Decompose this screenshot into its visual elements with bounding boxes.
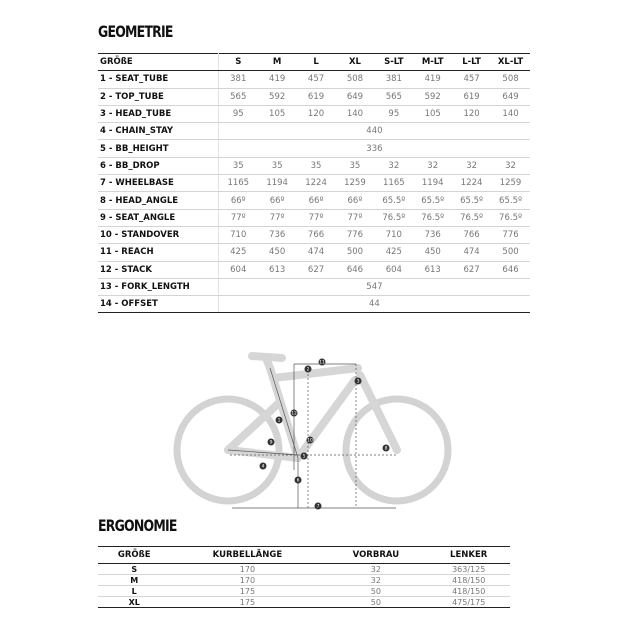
header-col: L <box>297 54 336 71</box>
geometry-cell: 450 <box>258 244 297 261</box>
geometry-row <box>98 157 530 174</box>
geometry-cell: 76.5º <box>374 209 413 226</box>
ergonomics-stem: 50 <box>324 597 427 608</box>
ergonomics-crank: 170 <box>170 564 324 575</box>
geometry-cell: 105 <box>413 105 452 122</box>
svg-text:7: 7 <box>316 504 320 510</box>
geometry-row <box>98 71 530 88</box>
geometry-row-label: 1 - SEAT_TUBE <box>98 71 218 88</box>
ergonomics-row <box>98 564 510 575</box>
geometry-cell: 1259 <box>491 175 530 192</box>
geometry-cell: 66º <box>335 192 374 209</box>
svg-text:4: 4 <box>261 464 265 470</box>
header-size: GRÖßE <box>98 547 170 564</box>
label-1 <box>276 417 283 424</box>
svg-text:3: 3 <box>356 379 360 385</box>
geometry-row <box>98 192 530 209</box>
svg-text:2: 2 <box>306 367 310 373</box>
geometry-cell: 35 <box>258 157 297 174</box>
geometry-cell: 613 <box>258 261 297 278</box>
svg-text:1: 1 <box>277 418 281 424</box>
geometry-row <box>98 140 530 157</box>
geometry-cell: 65.5º <box>374 192 413 209</box>
geometry-cell: 627 <box>452 261 491 278</box>
svg-text:6: 6 <box>296 478 300 484</box>
geometry-cell: 736 <box>258 226 297 243</box>
ergonomics-bar: 418/150 <box>427 575 510 586</box>
geometry-cell: 710 <box>218 226 257 243</box>
geometry-cell: 140 <box>491 105 530 122</box>
header-size: GRÖßE <box>98 54 218 71</box>
geometry-cell: 76.5º <box>413 209 452 226</box>
geometry-cell: 500 <box>335 244 374 261</box>
geometry-cell: 77º <box>258 209 297 226</box>
geometry-cell: 619 <box>452 88 491 105</box>
ergonomics-row <box>98 597 510 608</box>
ergonomics-bar: 363/125 <box>427 564 510 575</box>
geometry-row <box>98 296 530 313</box>
geometry-row-label: 3 - HEAD_TUBE <box>98 105 218 122</box>
geometry-cell-all-sizes: 44 <box>218 296 530 313</box>
geometry-row <box>98 88 530 105</box>
geometry-row <box>98 261 530 278</box>
geometry-cell: 604 <box>374 261 413 278</box>
ergonomics-bar: 475/175 <box>427 597 510 608</box>
ergonomics-crank: 170 <box>170 575 324 586</box>
geometry-cell: 766 <box>452 226 491 243</box>
geometry-cell: 776 <box>491 226 530 243</box>
geometry-cell: 474 <box>297 244 336 261</box>
geometry-cell: 77º <box>218 209 257 226</box>
geometry-cell: 1165 <box>218 175 257 192</box>
label-4 <box>260 463 267 470</box>
geometry-cell: 65.5º <box>452 192 491 209</box>
geometry-cell: 95 <box>218 105 257 122</box>
geometry-row <box>98 278 530 295</box>
saddle <box>252 356 282 358</box>
ergonomics-table <box>98 546 510 608</box>
label-12 <box>291 410 298 417</box>
geometry-row-label: 7 - WHEELBASE <box>98 175 218 192</box>
geometry-cell: 649 <box>335 88 374 105</box>
ergonomics-row <box>98 586 510 597</box>
geometry-row-label: 12 - STACK <box>98 261 218 278</box>
geometry-row <box>98 209 530 226</box>
geometry-table <box>98 53 530 313</box>
geometry-cell-all-sizes: 336 <box>218 140 530 157</box>
geometry-cell: 32 <box>374 157 413 174</box>
geometry-cell: 710 <box>374 226 413 243</box>
geometry-cell: 120 <box>297 105 336 122</box>
geometry-cell: 77º <box>297 209 336 226</box>
geometry-row-label: 5 - BB_HEIGHT <box>98 140 218 157</box>
geometry-cell-all-sizes: 440 <box>218 123 530 140</box>
geometry-cell: 457 <box>297 71 336 88</box>
geometry-cell: 419 <box>258 71 297 88</box>
geometry-heading: GEOMETRIE <box>98 22 173 41</box>
geometry-cell: 1224 <box>452 175 491 192</box>
svg-text:5: 5 <box>302 454 306 460</box>
geometry-row-label: 6 - BB_DROP <box>98 157 218 174</box>
header-crank: KURBELLÄNGE <box>170 547 324 564</box>
geometry-cell: 419 <box>413 71 452 88</box>
geometry-cell: 95 <box>374 105 413 122</box>
geometry-cell: 474 <box>452 244 491 261</box>
geometry-cell: 766 <box>297 226 336 243</box>
geometry-row <box>98 175 530 192</box>
geometry-row-label: 2 - TOP_TUBE <box>98 88 218 105</box>
geometry-cell: 646 <box>491 261 530 278</box>
header-stem: VORBRAU <box>324 547 427 564</box>
geometry-row <box>98 123 530 140</box>
geometry-cell: 508 <box>491 71 530 88</box>
geometry-cell: 646 <box>335 261 374 278</box>
geometry-cell: 604 <box>218 261 257 278</box>
geometry-cell: 66º <box>258 192 297 209</box>
ergonomics-header-row <box>98 547 510 564</box>
geometry-cell: 450 <box>413 244 452 261</box>
geometry-header-row <box>98 54 530 71</box>
geometry-cell: 120 <box>452 105 491 122</box>
geometry-row-label: 9 - SEAT_ANGLE <box>98 209 218 226</box>
header-col: S-LT <box>374 54 413 71</box>
svg-text:10: 10 <box>307 438 313 444</box>
header-bar: LENKER <box>427 547 510 564</box>
geometry-row-label: 4 - CHAIN_STAY <box>98 123 218 140</box>
label-7 <box>315 503 322 510</box>
geometry-cell: 592 <box>413 88 452 105</box>
geometry-cell: 565 <box>218 88 257 105</box>
geometry-cell: 457 <box>452 71 491 88</box>
ergonomics-size: S <box>98 564 170 575</box>
geometry-cell: 500 <box>491 244 530 261</box>
geometry-cell: 613 <box>413 261 452 278</box>
geometry-cell: 565 <box>374 88 413 105</box>
geometry-cell: 32 <box>452 157 491 174</box>
geometry-cell: 66º <box>297 192 336 209</box>
ergonomics-row <box>98 575 510 586</box>
ergonomics-crank: 175 <box>170 586 324 597</box>
ergonomics-size: L <box>98 586 170 597</box>
geometry-cell: 1194 <box>413 175 452 192</box>
geometry-cell: 592 <box>258 88 297 105</box>
geometry-cell: 66º <box>218 192 257 209</box>
geometry-cell: 32 <box>491 157 530 174</box>
geometry-cell: 425 <box>218 244 257 261</box>
svg-text:9: 9 <box>269 440 273 446</box>
ergonomics-size: XL <box>98 597 170 608</box>
header-col: XL-LT <box>491 54 530 71</box>
geometry-cell: 105 <box>258 105 297 122</box>
geometry-cell: 381 <box>218 71 257 88</box>
geometry-cell: 649 <box>491 88 530 105</box>
geometry-cell: 508 <box>335 71 374 88</box>
top-tube <box>274 368 358 378</box>
label-10 <box>307 437 314 444</box>
geometry-row-label: 14 - OFFSET <box>98 296 218 313</box>
svg-text:12: 12 <box>291 411 297 417</box>
header-col: M <box>258 54 297 71</box>
geometry-row-label: 11 - REACH <box>98 244 218 261</box>
geometry-row <box>98 105 530 122</box>
geometry-cell: 381 <box>374 71 413 88</box>
geometry-cell: 76.5º <box>491 209 530 226</box>
ergonomics-bar: 418/150 <box>427 586 510 597</box>
header-col: S <box>218 54 257 71</box>
geometry-cell: 32 <box>413 157 452 174</box>
geometry-cell: 35 <box>297 157 336 174</box>
geometry-cell: 76.5º <box>452 209 491 226</box>
ergonomics-size: M <box>98 575 170 586</box>
geometry-cell: 65.5º <box>491 192 530 209</box>
ergonomics-stem: 50 <box>324 586 427 597</box>
ergonomics-heading: ERGONOMIE <box>98 516 177 535</box>
svg-text:11: 11 <box>319 360 325 366</box>
geometry-cell-all-sizes: 547 <box>218 278 530 295</box>
geometry-cell: 425 <box>374 244 413 261</box>
svg-text:8: 8 <box>384 446 388 452</box>
geometry-cell: 1165 <box>374 175 413 192</box>
geometry-row-label: 10 - STANDOVER <box>98 226 218 243</box>
geometry-row-label: 8 - HEAD_ANGLE <box>98 192 218 209</box>
label-9 <box>268 439 275 446</box>
geometry-cell: 736 <box>413 226 452 243</box>
geometry-cell: 1194 <box>258 175 297 192</box>
bike-geometry-diagram <box>170 340 470 515</box>
geometry-cell: 35 <box>335 157 374 174</box>
header-col: M-LT <box>413 54 452 71</box>
geometry-row-label: 13 - FORK_LENGTH <box>98 278 218 295</box>
ergonomics-stem: 32 <box>324 575 427 586</box>
label-8 <box>383 445 390 452</box>
geometry-cell: 1224 <box>297 175 336 192</box>
geometry-cell: 627 <box>297 261 336 278</box>
ergonomics-crank: 175 <box>170 597 324 608</box>
header-col: XL <box>335 54 374 71</box>
geometry-cell: 776 <box>335 226 374 243</box>
geometry-cell: 619 <box>297 88 336 105</box>
geometry-cell: 77º <box>335 209 374 226</box>
label-6 <box>295 477 302 484</box>
geometry-cell: 65.5º <box>413 192 452 209</box>
label-11 <box>319 359 326 366</box>
geometry-cell: 140 <box>335 105 374 122</box>
geometry-cell: 1259 <box>335 175 374 192</box>
header-col: L-LT <box>452 54 491 71</box>
geometry-cell: 35 <box>218 157 257 174</box>
ergonomics-stem: 32 <box>324 564 427 575</box>
geometry-row <box>98 226 530 243</box>
geometry-row <box>98 244 530 261</box>
